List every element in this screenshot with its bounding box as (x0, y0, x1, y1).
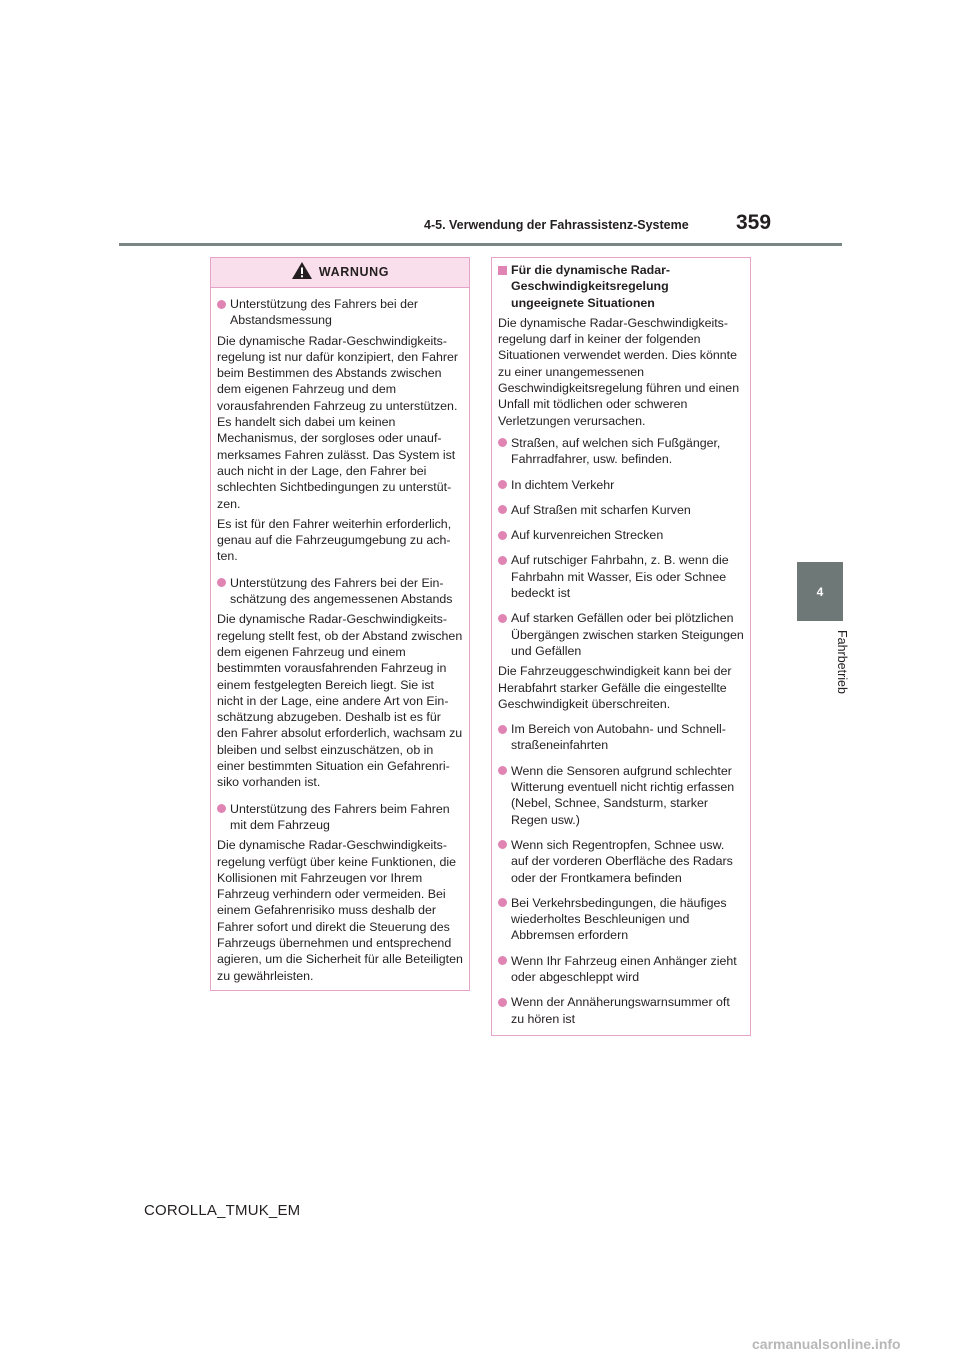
warning-item-title: Unterstützung des Fahrers bei der Abstandsmessung (230, 297, 419, 328)
header-divider (119, 243, 842, 246)
unsuitable-item-note: Die Fahrzeuggeschwindigkeit kann bei der Herabfahrt starker Gefälle die eingestellte Geschwindigkeit überschreiten. (498, 664, 732, 711)
bullet-icon (498, 898, 507, 907)
unsuitable-item-text: Wenn sich Regentropfen, Schnee usw. auf der vorderen Oberfläche des Radars oder der Frontkamera befinden (511, 837, 733, 885)
unsuitable-item-text: Wenn die Sensoren aufgrund schlechter Witterung eventuell nicht richtig erfassen (Nebel, Schnee, Sandsturm, starker Regen usw.) (511, 763, 735, 827)
unsuitable-situations-box (491, 257, 751, 1036)
bullet-icon (217, 578, 226, 587)
section-title: 4-5. Verwendung der Fahrassistenz-Systeme (424, 218, 689, 232)
unsuitable-item (498, 527, 744, 543)
warning-paragraph: Die dynamische Radar-Geschwindigkeitsregelung stellt fest, ob der Abstand zwischen dem eigenen Fahrzeug und einem bestimmten vorausfahrenden Fahrzeug in einem festgelegten Bereich liegt. Sie ist nicht in der Lage, eine andere Art von Einschätzung abzugeben. Deshalb ist es für den Fahrer absolut erforderlich, wachsam zu bleiben und selbst einzuschätzen, ob in einer bestimmten Situation ein Gefahrenrisiko vorhanden ist. (217, 612, 463, 790)
page-number: 359 (736, 211, 772, 234)
unsuitable-heading: Für die dynamische Radar-Geschwindigkeitsregelung ungeeignete Situationen (511, 263, 671, 310)
unsuitable-item-text: Auf rutschiger Fahrbahn, z. B. wenn die Fahrbahn mit Wasser, Eis oder Schnee bedeckt ist (511, 553, 729, 601)
unsuitable-item-text: Straßen, auf welchen sich Fußgänger, Fahrradfahrer, usw. befinden. (511, 435, 721, 467)
unsuitable-item-text: Wenn der Annäherungswarnsummer oft zu hören ist (511, 995, 730, 1026)
bullet-icon (498, 438, 507, 447)
bullet-icon (498, 998, 507, 1007)
chapter-label: Fahrbetrieb (835, 630, 849, 694)
warning-header (211, 258, 469, 288)
unsuitable-item-text: Auf kurvenreichen Strecken (511, 528, 664, 543)
unsuitable-item (498, 837, 744, 886)
warning-paragraph: Die dynamische Radar-Geschwindigkeitsregelung ist nur dafür konzipiert, den Fahrer beim Bestimmen des Abstands zwischen dem eigenen Fahrzeug und dem vorausfahrenden Fahrzeug zu unterstützen. Es handelt sich dabei um keinen Mechanismus, der sorgloses oder unaufmerksames Fahren zulässt. Das System ist auch nicht in der Lage, den Fahrer bei schlechten Sichtbedingungen zu unterstützen. (217, 333, 459, 511)
unsuitable-item-text: Auf starken Gefällen oder bei plötzlichen Übergängen zwischen starken Steigungen und Gefällen (511, 611, 744, 658)
unsuitable-item (498, 953, 744, 986)
unsuitable-item (498, 610, 744, 659)
bullet-icon (498, 505, 507, 514)
bullet-icon (498, 956, 507, 965)
bullet-icon (498, 480, 507, 489)
warning-heading: WARNUNG (318, 265, 390, 280)
bullet-icon (498, 556, 507, 565)
bullet-icon (498, 725, 507, 734)
unsuitable-item-text: Wenn Ihr Fahrzeug einen Anhänger zieht oder abgeschleppt wird (511, 953, 737, 984)
unsuitable-item (498, 895, 744, 944)
unsuitable-item-text: In dichtem Verkehr (511, 477, 615, 492)
chapter-tab[interactable] (797, 562, 843, 621)
unsuitable-item-text: Auf Straßen mit scharfen Kurven (511, 502, 691, 517)
unsuitable-item (498, 477, 744, 493)
warning-item-title: Unterstützung des Fahrers beim Fahren mit dem Fahrzeug (230, 801, 450, 832)
unsuitable-item (498, 994, 744, 1027)
unsuitable-item (498, 435, 744, 468)
warning-item (217, 296, 463, 329)
unsuitable-item-text: Im Bereich von Autobahn- und Schnellstraßeneinfahrten (511, 722, 726, 753)
square-bullet-icon (498, 266, 507, 275)
unsuitable-item (498, 721, 744, 754)
bullet-icon (498, 766, 507, 775)
warning-paragraph: Die dynamische Radar-Geschwindigkeitsregelung verfügt über keine Funktionen, die Kollisionen mit Fahrzeugen vor Ihrem Fahrzeug verhindern oder vermeiden. Bei einem Gefahrenrisiko muss deshalb der Fahrer sofort und direkt die Steuerung des Fahrzeugs übernehmen und entsprechend agieren, um die Sicherheit für alle Beteiligten zu gewährleisten. (217, 838, 463, 983)
bullet-icon (498, 531, 507, 540)
warning-paragraph: Es ist für den Fahrer weiterhin erforderlich, genau auf die Fahrzeugumgebung zu achten. (217, 516, 452, 564)
bullet-icon (217, 300, 226, 309)
watermark: carmanualsonline.info (752, 1336, 901, 1352)
bullet-icon (217, 804, 226, 813)
warning-item (217, 801, 463, 834)
bullet-icon (498, 614, 507, 623)
warning-item-title: Unterstützung des Fahrers bei der Einschätzung des angemessenen Abstands (230, 575, 453, 607)
model-code: COROLLA_TMUK_EM (144, 1202, 301, 1219)
unsuitable-item-text: Bei Verkehrsbedingungen, die häufiges wiederholtes Beschleunigen und Abbremsen erfordern (511, 895, 727, 943)
unsuitable-heading-row (498, 262, 744, 311)
warning-box (210, 257, 470, 991)
unsuitable-item (498, 552, 744, 601)
unsuitable-list (498, 435, 744, 1027)
warning-item (217, 575, 463, 608)
chapter-number: 4 (816, 584, 824, 599)
unsuitable-item (498, 763, 744, 828)
bullet-icon (498, 840, 507, 849)
unsuitable-intro: Die dynamische Radar-Geschwindigkeitsregelung darf in keiner der folgenden Situationen verwendet werden. Dies könnte zu einer unangemessenen Geschwindigkeitsregelung führen und einen Unfall mit tödlichen oder schweren Verletzungen verursachen. (498, 315, 740, 428)
unsuitable-item (498, 502, 744, 518)
warning-triangle-icon (291, 261, 313, 284)
